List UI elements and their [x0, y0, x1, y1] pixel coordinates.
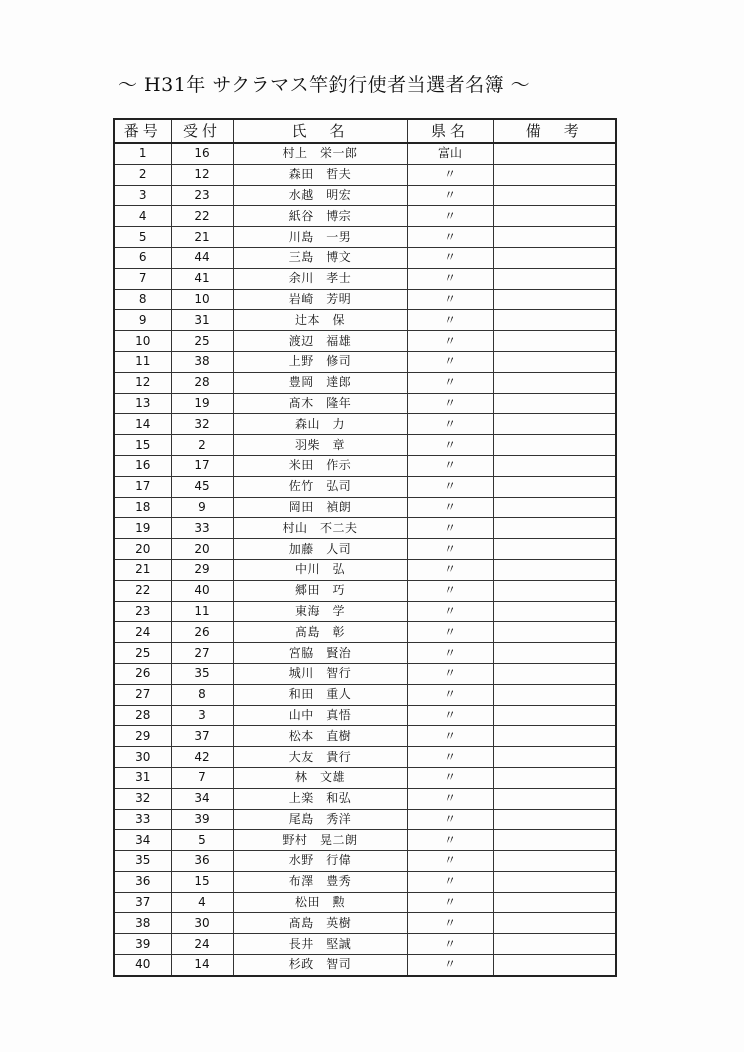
cell-receipt: 21 — [171, 227, 233, 248]
cell-receipt: 10 — [171, 289, 233, 310]
cell-receipt: 38 — [171, 351, 233, 372]
cell-name: 岩崎 芳明 — [233, 289, 407, 310]
cell-receipt: 41 — [171, 268, 233, 289]
cell-prefecture: 〃 — [407, 705, 493, 726]
cell-prefecture: 〃 — [407, 747, 493, 768]
cell-prefecture: 〃 — [407, 497, 493, 518]
cell-remarks — [493, 580, 616, 601]
cell-number: 39 — [114, 934, 171, 955]
cell-remarks — [493, 851, 616, 872]
cell-receipt: 34 — [171, 788, 233, 809]
cell-name: 余川 孝士 — [233, 268, 407, 289]
cell-remarks — [493, 206, 616, 227]
cell-number: 17 — [114, 476, 171, 497]
cell-remarks — [493, 663, 616, 684]
cell-receipt: 40 — [171, 580, 233, 601]
cell-remarks — [493, 726, 616, 747]
cell-receipt: 30 — [171, 913, 233, 934]
cell-receipt: 44 — [171, 247, 233, 268]
cell-remarks — [493, 247, 616, 268]
cell-number: 14 — [114, 414, 171, 435]
cell-number: 15 — [114, 435, 171, 456]
cell-remarks — [493, 331, 616, 352]
cell-prefecture: 〃 — [407, 227, 493, 248]
cell-name: 森田 哲夫 — [233, 164, 407, 185]
cell-prefecture: 〃 — [407, 331, 493, 352]
cell-receipt: 19 — [171, 393, 233, 414]
table-row — [114, 747, 616, 768]
cell-prefecture: 〃 — [407, 955, 493, 976]
cell-prefecture: 〃 — [407, 185, 493, 206]
cell-remarks — [493, 393, 616, 414]
cell-number: 2 — [114, 164, 171, 185]
cell-prefecture: 〃 — [407, 871, 493, 892]
header-number: 番号 — [114, 119, 171, 143]
cell-prefecture: 〃 — [407, 580, 493, 601]
cell-prefecture: 〃 — [407, 289, 493, 310]
cell-number: 24 — [114, 622, 171, 643]
cell-number: 1 — [114, 143, 171, 164]
cell-name: 布澤 豊秀 — [233, 871, 407, 892]
cell-remarks — [493, 476, 616, 497]
cell-remarks — [493, 351, 616, 372]
table-row — [114, 955, 616, 976]
table-row — [114, 830, 616, 851]
cell-remarks — [493, 164, 616, 185]
cell-name: 村山 不二夫 — [233, 518, 407, 539]
cell-name: 松本 直樹 — [233, 726, 407, 747]
cell-receipt: 32 — [171, 414, 233, 435]
cell-name: 松田 勲 — [233, 892, 407, 913]
table-row — [114, 809, 616, 830]
header-prefecture: 県名 — [407, 119, 493, 143]
cell-receipt: 31 — [171, 310, 233, 331]
cell-name: 髙島 彰 — [233, 622, 407, 643]
table-row — [114, 580, 616, 601]
cell-prefecture: 〃 — [407, 372, 493, 393]
cell-receipt: 45 — [171, 476, 233, 497]
cell-name: 佐竹 弘司 — [233, 476, 407, 497]
cell-prefecture: 〃 — [407, 268, 493, 289]
cell-number: 8 — [114, 289, 171, 310]
cell-number: 6 — [114, 247, 171, 268]
cell-remarks — [493, 684, 616, 705]
cell-receipt: 4 — [171, 892, 233, 913]
cell-receipt: 12 — [171, 164, 233, 185]
table-row — [114, 206, 616, 227]
cell-receipt: 7 — [171, 767, 233, 788]
cell-prefecture: 〃 — [407, 164, 493, 185]
cell-name: 辻本 保 — [233, 310, 407, 331]
cell-remarks — [493, 934, 616, 955]
cell-prefecture: 〃 — [407, 351, 493, 372]
cell-receipt: 39 — [171, 809, 233, 830]
cell-number: 21 — [114, 559, 171, 580]
table-row — [114, 497, 616, 518]
cell-remarks — [493, 268, 616, 289]
table-row — [114, 643, 616, 664]
cell-remarks — [493, 871, 616, 892]
cell-remarks — [493, 705, 616, 726]
cell-prefecture: 〃 — [407, 455, 493, 476]
table-row — [114, 726, 616, 747]
cell-prefecture: 富山 — [407, 143, 493, 164]
cell-receipt: 26 — [171, 622, 233, 643]
cell-receipt: 22 — [171, 206, 233, 227]
cell-receipt: 2 — [171, 435, 233, 456]
cell-prefecture: 〃 — [407, 539, 493, 560]
cell-name: 三島 博文 — [233, 247, 407, 268]
cell-receipt: 25 — [171, 331, 233, 352]
cell-number: 32 — [114, 788, 171, 809]
cell-number: 10 — [114, 331, 171, 352]
cell-remarks — [493, 289, 616, 310]
cell-remarks — [493, 414, 616, 435]
cell-name: 豊岡 達郎 — [233, 372, 407, 393]
cell-remarks — [493, 518, 616, 539]
cell-number: 25 — [114, 643, 171, 664]
cell-prefecture: 〃 — [407, 788, 493, 809]
cell-number: 16 — [114, 455, 171, 476]
table-row — [114, 705, 616, 726]
cell-remarks — [493, 747, 616, 768]
cell-prefecture: 〃 — [407, 830, 493, 851]
cell-remarks — [493, 435, 616, 456]
table-row — [114, 559, 616, 580]
cell-number: 40 — [114, 955, 171, 976]
cell-remarks — [493, 892, 616, 913]
cell-number: 38 — [114, 913, 171, 934]
cell-remarks — [493, 955, 616, 976]
cell-name: 郷田 巧 — [233, 580, 407, 601]
table-row — [114, 185, 616, 206]
cell-prefecture: 〃 — [407, 892, 493, 913]
table-row — [114, 601, 616, 622]
cell-name: 長井 堅誠 — [233, 934, 407, 955]
cell-name: 林 文雄 — [233, 767, 407, 788]
cell-remarks — [493, 372, 616, 393]
cell-name: 野村 晃二朗 — [233, 830, 407, 851]
table-row — [114, 289, 616, 310]
cell-name: 上楽 和弘 — [233, 788, 407, 809]
document-title: 〜 H31年 サクラマス竿釣行使者当選者名簿 〜 — [118, 74, 531, 96]
table-body — [114, 143, 616, 976]
table-row — [114, 455, 616, 476]
cell-receipt: 16 — [171, 143, 233, 164]
cell-receipt: 23 — [171, 185, 233, 206]
cell-prefecture: 〃 — [407, 643, 493, 664]
cell-number: 13 — [114, 393, 171, 414]
table-row — [114, 871, 616, 892]
cell-name: 杉政 智司 — [233, 955, 407, 976]
cell-receipt: 3 — [171, 705, 233, 726]
cell-name: 羽柴 章 — [233, 435, 407, 456]
cell-prefecture: 〃 — [407, 435, 493, 456]
cell-name: 米田 作示 — [233, 455, 407, 476]
cell-name: 紙谷 博宗 — [233, 206, 407, 227]
cell-remarks — [493, 809, 616, 830]
cell-name: 城川 智行 — [233, 663, 407, 684]
cell-name: 髙木 隆年 — [233, 393, 407, 414]
table-row — [114, 372, 616, 393]
table-row — [114, 539, 616, 560]
cell-prefecture: 〃 — [407, 206, 493, 227]
cell-name: 村上 栄一郎 — [233, 143, 407, 164]
cell-receipt: 24 — [171, 934, 233, 955]
cell-prefecture: 〃 — [407, 601, 493, 622]
cell-prefecture: 〃 — [407, 559, 493, 580]
cell-remarks — [493, 601, 616, 622]
cell-prefecture: 〃 — [407, 622, 493, 643]
table-row — [114, 913, 616, 934]
table-row — [114, 414, 616, 435]
cell-prefecture: 〃 — [407, 247, 493, 268]
cell-remarks — [493, 455, 616, 476]
table-row — [114, 934, 616, 955]
table-row — [114, 351, 616, 372]
cell-prefecture: 〃 — [407, 851, 493, 872]
cell-receipt: 42 — [171, 747, 233, 768]
table-row — [114, 331, 616, 352]
table-row — [114, 268, 616, 289]
cell-number: 9 — [114, 310, 171, 331]
cell-number: 26 — [114, 663, 171, 684]
cell-remarks — [493, 539, 616, 560]
cell-receipt: 14 — [171, 955, 233, 976]
cell-prefecture: 〃 — [407, 663, 493, 684]
cell-remarks — [493, 830, 616, 851]
cell-number: 20 — [114, 539, 171, 560]
cell-name: 岡田 禎朗 — [233, 497, 407, 518]
cell-name: 山中 真悟 — [233, 705, 407, 726]
table-row — [114, 310, 616, 331]
cell-receipt: 37 — [171, 726, 233, 747]
cell-number: 11 — [114, 351, 171, 372]
cell-receipt: 15 — [171, 871, 233, 892]
cell-receipt: 35 — [171, 663, 233, 684]
cell-receipt: 9 — [171, 497, 233, 518]
cell-remarks — [493, 643, 616, 664]
cell-name: 水越 明宏 — [233, 185, 407, 206]
cell-number: 37 — [114, 892, 171, 913]
cell-name: 中川 弘 — [233, 559, 407, 580]
cell-number: 12 — [114, 372, 171, 393]
table-row — [114, 247, 616, 268]
cell-number: 28 — [114, 705, 171, 726]
table-row — [114, 622, 616, 643]
table-row — [114, 393, 616, 414]
cell-remarks — [493, 767, 616, 788]
cell-prefecture: 〃 — [407, 476, 493, 497]
header-receipt: 受付 — [171, 119, 233, 143]
cell-number: 7 — [114, 268, 171, 289]
table-row — [114, 518, 616, 539]
table-row — [114, 227, 616, 248]
cell-number: 19 — [114, 518, 171, 539]
table-row — [114, 663, 616, 684]
cell-number: 31 — [114, 767, 171, 788]
cell-remarks — [493, 310, 616, 331]
cell-name: 髙島 英樹 — [233, 913, 407, 934]
table-row — [114, 767, 616, 788]
cell-name: 森山 力 — [233, 414, 407, 435]
table-header-row — [114, 119, 616, 143]
cell-remarks — [493, 559, 616, 580]
cell-prefecture: 〃 — [407, 934, 493, 955]
cell-remarks — [493, 622, 616, 643]
cell-number: 5 — [114, 227, 171, 248]
cell-name: 和田 重人 — [233, 684, 407, 705]
cell-receipt: 8 — [171, 684, 233, 705]
cell-prefecture: 〃 — [407, 310, 493, 331]
cell-remarks — [493, 913, 616, 934]
cell-receipt: 27 — [171, 643, 233, 664]
cell-prefecture: 〃 — [407, 809, 493, 830]
cell-remarks — [493, 788, 616, 809]
cell-prefecture: 〃 — [407, 684, 493, 705]
cell-prefecture: 〃 — [407, 518, 493, 539]
cell-name: 川島 一男 — [233, 227, 407, 248]
cell-prefecture: 〃 — [407, 767, 493, 788]
cell-prefecture: 〃 — [407, 393, 493, 414]
cell-name: 宮脇 賢治 — [233, 643, 407, 664]
cell-name: 東海 学 — [233, 601, 407, 622]
cell-name: 尾島 秀洋 — [233, 809, 407, 830]
cell-remarks — [493, 185, 616, 206]
cell-prefecture: 〃 — [407, 913, 493, 934]
table-row — [114, 435, 616, 456]
table-row — [114, 476, 616, 497]
cell-receipt: 5 — [171, 830, 233, 851]
table-row — [114, 892, 616, 913]
cell-name: 上野 修司 — [233, 351, 407, 372]
table-row — [114, 851, 616, 872]
cell-number: 27 — [114, 684, 171, 705]
table-row — [114, 684, 616, 705]
cell-receipt: 36 — [171, 851, 233, 872]
winners-table — [113, 118, 617, 977]
cell-receipt: 28 — [171, 372, 233, 393]
cell-number: 33 — [114, 809, 171, 830]
header-remarks: 備 考 — [493, 119, 616, 143]
cell-receipt: 11 — [171, 601, 233, 622]
cell-receipt: 29 — [171, 559, 233, 580]
cell-remarks — [493, 143, 616, 164]
cell-prefecture: 〃 — [407, 726, 493, 747]
cell-name: 大友 貴行 — [233, 747, 407, 768]
table-row — [114, 788, 616, 809]
cell-number: 34 — [114, 830, 171, 851]
cell-remarks — [493, 497, 616, 518]
cell-number: 29 — [114, 726, 171, 747]
cell-receipt: 33 — [171, 518, 233, 539]
cell-name: 水野 行偉 — [233, 851, 407, 872]
cell-number: 3 — [114, 185, 171, 206]
cell-number: 22 — [114, 580, 171, 601]
cell-number: 23 — [114, 601, 171, 622]
cell-receipt: 17 — [171, 455, 233, 476]
cell-number: 30 — [114, 747, 171, 768]
cell-remarks — [493, 227, 616, 248]
cell-number: 4 — [114, 206, 171, 227]
cell-number: 35 — [114, 851, 171, 872]
cell-prefecture: 〃 — [407, 414, 493, 435]
cell-number: 18 — [114, 497, 171, 518]
cell-receipt: 20 — [171, 539, 233, 560]
cell-name: 渡辺 福雄 — [233, 331, 407, 352]
header-name: 氏 名 — [233, 119, 407, 143]
cell-name: 加藤 人司 — [233, 539, 407, 560]
table-row — [114, 164, 616, 185]
table-row — [114, 143, 616, 164]
cell-number: 36 — [114, 871, 171, 892]
